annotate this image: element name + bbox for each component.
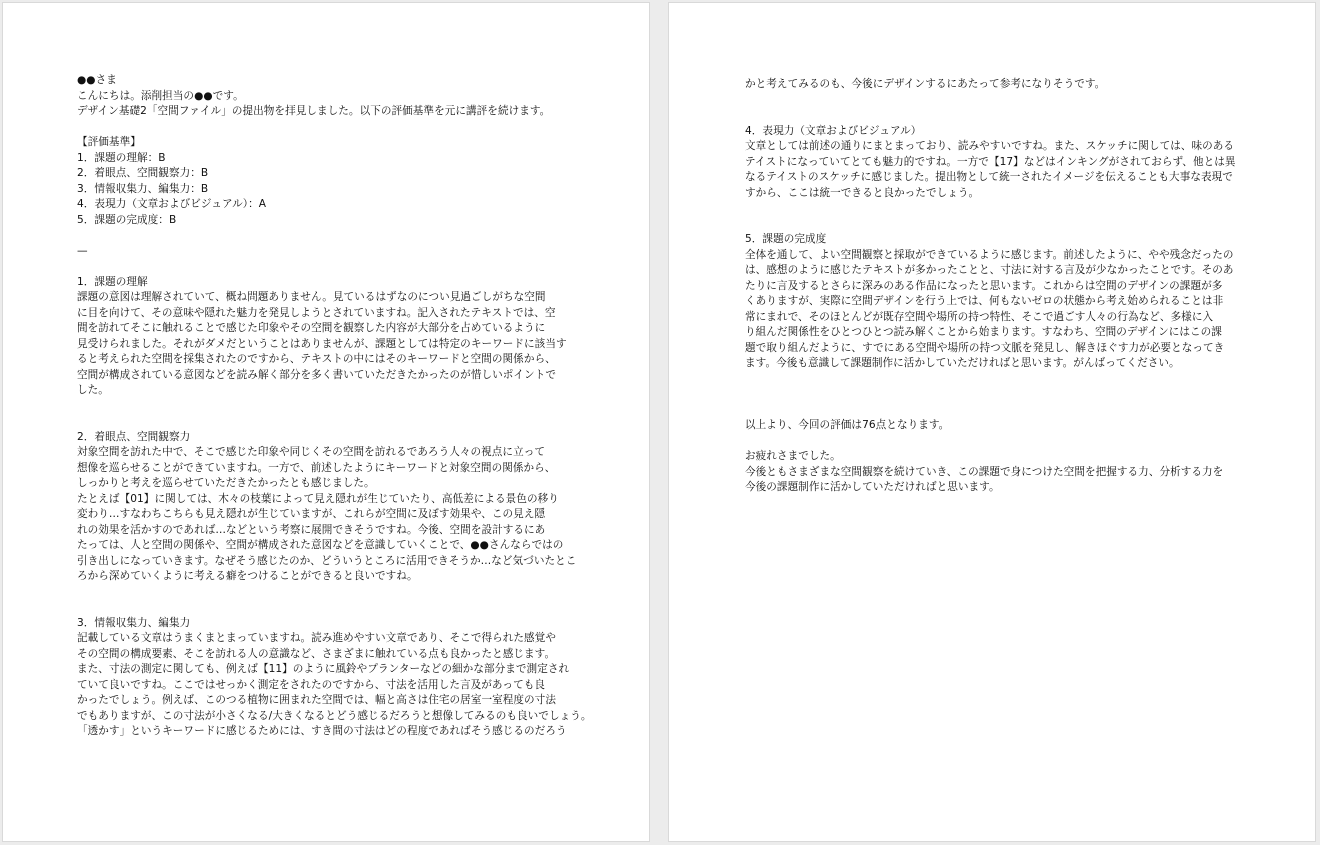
section-2-line: たっては、人と空間の関係や、空間が構成された意図などを意識していくことで、●●さんならではの [77,539,564,551]
section-2-line: しっかりと考えを巡らせていただきたかったとも感じました。 [77,477,375,489]
section-2-line: たとえば【01】に関しては、木々の枝葉によって見え隠れが生じていたり、高低差による景色の移り [77,492,559,505]
section-1-line: した。 [77,384,109,396]
section-5-line: 題で取り組んだように、すでにある空間や場所の持つ文脈を発見し、解きほぐす力が必要となってき [745,341,1225,354]
intro-line: デザイン基礎2「空間ファイル」の提出物を拝見しました。以下の評価基準を元に講評を続けます。 [77,105,551,117]
criteria-item: 3．情報収集力、編集力：B [77,182,209,195]
section-1-line: 空間が構成されている意図などを読み解く部分を多く書いていただきたかったのが惜しいポイントで [77,368,556,381]
closing-line: 今後ともさまざまな空間観察を続けていき、この課題で身につけた空間を把握する力、分析する力を [745,465,1224,478]
section-5-line: は、感想のように感じたテキストが多かったことと、寸法に対する言及が少なかったことです。そのあ [745,264,1234,276]
criteria-heading: 【評価基準】 [77,136,141,148]
closing-line: 今後の課題制作に活かしていただければと思います。 [745,481,1000,493]
greeting-line: こんにちは。添削担当の●●です。 [77,89,244,102]
section-5-line: 全体を通して、よい空間観察と採取ができているように感じます。前述したように、やや残念だったの [745,248,1234,261]
section-4-line: すから、ここは統一できると良かったでしょう。 [745,186,980,199]
continuation-line: かと考えてみるのも、今後にデザインするにあたって参考になりそうです。 [745,78,1106,90]
section-4-title: 4．表現力（文章およびビジュアル） [745,124,922,137]
page-1-text [77,73,592,740]
section-3-line: 「透かす」というキーワードに感じるためには、すき間の寸法はどの程度であればそう感じるのだろう [77,725,567,737]
section-5-line: 常にまれで、そのほとんどが既存空間や場所の持つ特性、そこで過ごす人々の行為など、多様に入 [745,310,1214,323]
section-1-line: 課題の意図は理解されていて、概ね問題ありません。見ているはずなのについ見過ごしがちな空間 [77,291,546,303]
section-2-title: 2．着眼点、空間観察力 [77,430,191,443]
section-1-line: に目を向けて、その意味や隠れた魅力を発見しようとされていますね。記入されたテキストでは、空 [77,306,556,319]
page-2-text [745,77,1255,496]
section-3-line: ていて良いですね。ここではせっかく測定をされたのですから、寸法を活用した言及があっても良 [77,678,546,691]
section-2-line: 引き出しになっていきます。なぜそう感じたのか、どういうところに活用できそうか…など気づいたとこ [77,554,577,567]
closing-line: お疲れさまでした。 [745,450,841,462]
section-3-line: 記載している文章はうまくまとまっていますね。読み進めやすい文章であり、そこで得られた感覚や [77,632,556,644]
section-4-line: テイストになっていてとても魅力的ですね。一方で【17】などはインキングがされておらず、他とは異 [745,155,1236,168]
section-2-line: 変わり…すなわちこちらも見え隠れが生じていますが、これらが空間に及ぼす効果や、この見え隠 [77,508,546,520]
section-5-line: ます。今後も意識して課題制作に活かしていただければと思います。がんばってください。 [745,357,1180,369]
criteria-item: 5．課題の完成度：B [77,213,177,226]
section-5-line: くありますが、実際に空間デザインを行う上では、何もないゼロの状態から考え始められることは非 [745,295,1224,307]
criteria-item: 4．表現力（文章およびビジュアル）：A [77,198,267,210]
separator: — [77,244,88,257]
section-2-line: 想像を巡らせることができていますね。一方で、前述したようにキーワードと対象空間の関係から、 [77,461,556,474]
section-2-line: ろから深めていくように考える癖をつけることができると良いですね。 [77,570,418,582]
section-3-line: かったでしょう。例えば、このつる植物に囲まれた空間では、幅と高さは住宅の居室一室程度の寸法 [77,694,556,706]
page-1 [2,2,650,842]
section-5-title: 5．課題の完成度 [745,233,827,245]
section-1-title: 1．課題の理解 [77,275,148,288]
section-4-line: 文章としては前述の通りにまとまっており、読みやすいですね。また、スケッチに関しては、味のある [745,140,1235,152]
section-5-line: たりに言及するとさらに深みのある作品になったと思います。これからは空間のデザインの課題が多 [745,279,1223,292]
criteria-item: 2．着眼点、空間観察力：B [77,167,209,179]
page-2 [668,2,1316,842]
section-2-line: 対象空間を訪れた中で、そこで感じた印象や同じくその空間を訪れるであろう人々の視点に立って [77,446,546,458]
section-3-line: でもありますが、この寸法が小さくなる/大きくなるとどう感じるだろうと想像してみるのも良いでしょう。 [77,709,592,722]
section-1-line: 見受けられました。それがダメだということはありませんが、課題としては特定のキーワードに該当す [77,337,567,350]
section-3-title: 3．情報収集力、編集力 [77,616,191,629]
section-5-line: り組んだ関係性をひとつひとつ読み解くことから始まります。すなわち、空間のデザインにはこの課 [745,326,1222,338]
section-1-line: 間を訪れてそこに触れることで感じた印象やその空間を観察した内容が大部分を占めているように [77,322,546,334]
score-line: 以上より、今回の評価は76点となります。 [745,419,950,431]
section-3-line: その空間の構成要素、そこを訪れる人の意識など、さまざまに触れている点も良かったと感じます。 [77,647,556,660]
section-4-line: なるテイストのスケッチに感じました。提出物として統一されたイメージを伝えることも大事な表現で [745,171,1233,183]
section-2-line: れの効果を活かすのであれば…などという考察に展開できそうですね。今後、空間を設計するにあ [77,523,546,536]
section-1-line: ると考えられた空間を採集されたのですから、テキストの中にはそのキーワードと空間の関係から、 [77,353,556,365]
criteria-item: 1．課題の理解：B [77,151,166,164]
salutation: ●●さま [77,74,117,86]
section-3-line: また、寸法の測定に関しても、例えば【11】のように風鈴やプランターなどの細かな部分まで測定され [77,663,570,675]
